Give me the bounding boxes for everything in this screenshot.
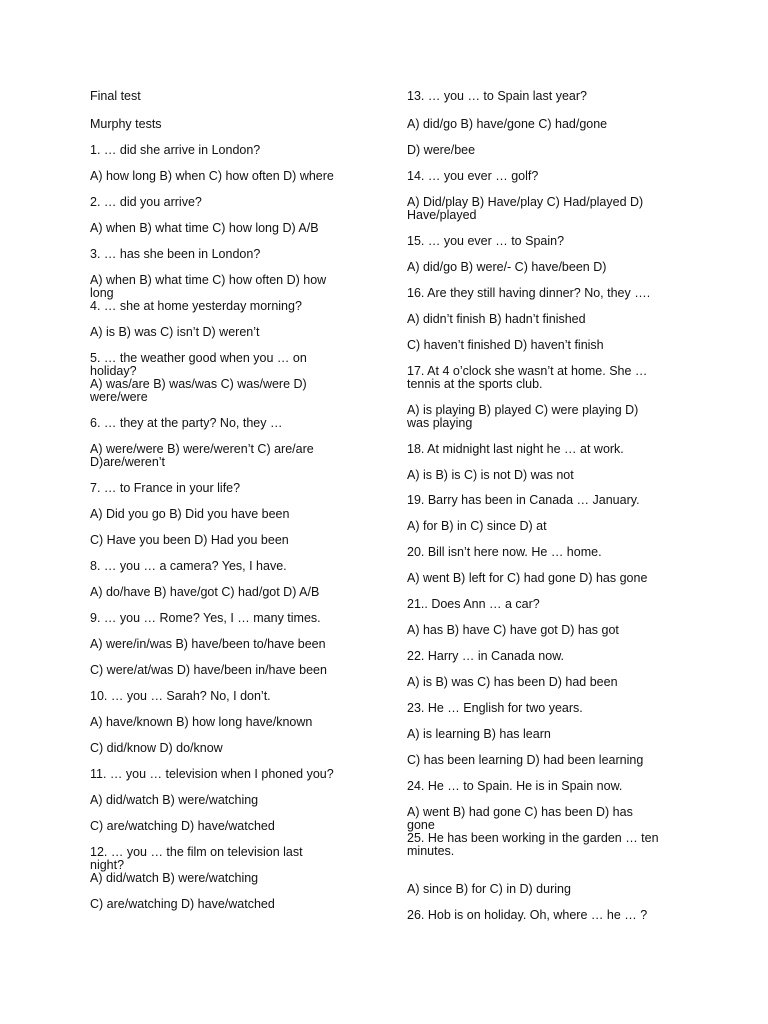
- answers-10b: C) did/know D) do/know: [90, 741, 223, 755]
- question-12: 12. … you … the film on television last night?: [90, 845, 303, 872]
- question-11: 11. … you … television when I phoned you?: [90, 767, 334, 781]
- answers-8: A) do/have B) have/got C) had/got D) A/B: [90, 585, 320, 599]
- question-21: 21.. Does Ann … a car?: [407, 597, 540, 611]
- question-22: 22. Harry … in Canada now.: [407, 649, 565, 663]
- answers-13b: D) were/bee: [407, 143, 476, 157]
- answers-16b: C) haven’t finished D) haven’t finish: [407, 338, 604, 352]
- answers-12b: C) are/watching D) have/watched: [90, 897, 275, 911]
- answers-5: A) was/are B) was/was C) was/were D) were/were: [90, 377, 307, 404]
- question-3: 3. … has she been in London?: [90, 247, 261, 261]
- question-7: 7. … to France in your life?: [90, 481, 241, 495]
- question-9: 9. … you … Rome? Yes, I … many times.: [90, 611, 321, 625]
- answers-9b: C) were/at/was D) have/been in/have been: [90, 663, 327, 677]
- answers-9a: A) were/in/was B) have/been to/have been: [90, 637, 326, 651]
- question-16: 16. Are they still having dinner? No, they ….: [407, 286, 651, 300]
- answers-3: A) when B) what time C) how often D) how long: [90, 273, 327, 300]
- answers-23b: C) has been learning D) had been learning: [407, 753, 644, 767]
- question-2: 2. … did you arrive?: [90, 195, 202, 209]
- answers-7a: A) Did you go B) Did you have been: [90, 507, 290, 521]
- question-26: 26. Hob is on holiday. Oh, where … he … ?: [407, 908, 648, 922]
- answers-6: A) were/were B) were/weren’t C) are/are D)are/weren’t: [90, 442, 314, 469]
- question-17: 17. At 4 o’clock she wasn’t at home. She … tennis at the sports club.: [407, 364, 648, 391]
- answers-10a: A) have/known B) how long have/known: [90, 715, 313, 729]
- answers-25: A) since B) for C) in D) during: [407, 882, 571, 896]
- answers-15: A) did/go B) were/- C) have/been D): [407, 260, 607, 274]
- question-4: 4. … she at home yesterday morning?: [90, 299, 302, 313]
- answers-17: A) is playing B) played C) were playing D) was playing: [407, 403, 639, 430]
- answers-23a: A) is learning B) has learn: [407, 727, 551, 741]
- question-15: 15. … you ever … to Spain?: [407, 234, 565, 248]
- answers-21: A) has B) have C) have got D) has got: [407, 623, 619, 637]
- answers-7b: C) Have you been D) Had you been: [90, 533, 289, 547]
- answers-18: A) is B) is C) is not D) was not: [407, 468, 574, 482]
- question-25: 25. He has been working in the garden … ten minutes.: [407, 831, 659, 858]
- question-14: 14. … you ever … golf?: [407, 169, 539, 183]
- answers-11b: C) are/watching D) have/watched: [90, 819, 275, 833]
- question-10: 10. … you … Sarah? No, I don’t.: [90, 689, 271, 703]
- question-18: 18. At midnight last night he … at work.: [407, 442, 624, 456]
- document-subtitle: Murphy tests: [90, 117, 162, 131]
- question-20: 20. Bill isn’t here now. He … home.: [407, 545, 602, 559]
- question-24: 24. He … to Spain. He is in Spain now.: [407, 779, 623, 793]
- answers-1: A) how long B) when C) how often D) where: [90, 169, 334, 183]
- answers-13a: A) did/go B) have/gone C) had/gone: [407, 117, 608, 131]
- answers-11a: A) did/watch B) were/watching: [90, 793, 259, 807]
- question-1: 1. … did she arrive in London?: [90, 143, 261, 157]
- question-5: 5. … the weather good when you … on holiday?: [90, 351, 307, 378]
- question-19: 19. Barry has been in Canada … January.: [407, 493, 640, 507]
- question-6: 6. … they at the party? No, they …: [90, 416, 283, 430]
- question-13: 13. … you … to Spain last year?: [407, 89, 587, 103]
- answers-22: A) is B) was C) has been D) had been: [407, 675, 618, 689]
- question-8: 8. … you … a camera? Yes, I have.: [90, 559, 287, 573]
- answers-14: A) Did/play B) Have/play C) Had/played D) Have/played: [407, 195, 644, 222]
- question-23: 23. He … English for two years.: [407, 701, 583, 715]
- answers-2: A) when B) what time C) how long D) A/B: [90, 221, 319, 235]
- answers-4: A) is B) was C) isn’t D) weren’t: [90, 325, 260, 339]
- answers-24: A) went B) had gone C) has been D) has gone: [407, 805, 633, 832]
- answers-19: A) for B) in C) since D) at: [407, 519, 547, 533]
- answers-20: A) went B) left for C) had gone D) has gone: [407, 571, 648, 585]
- answers-16a: A) didn’t finish B) hadn’t finished: [407, 312, 586, 326]
- document-title: Final test: [90, 89, 141, 103]
- answers-12a: A) did/watch B) were/watching: [90, 871, 259, 885]
